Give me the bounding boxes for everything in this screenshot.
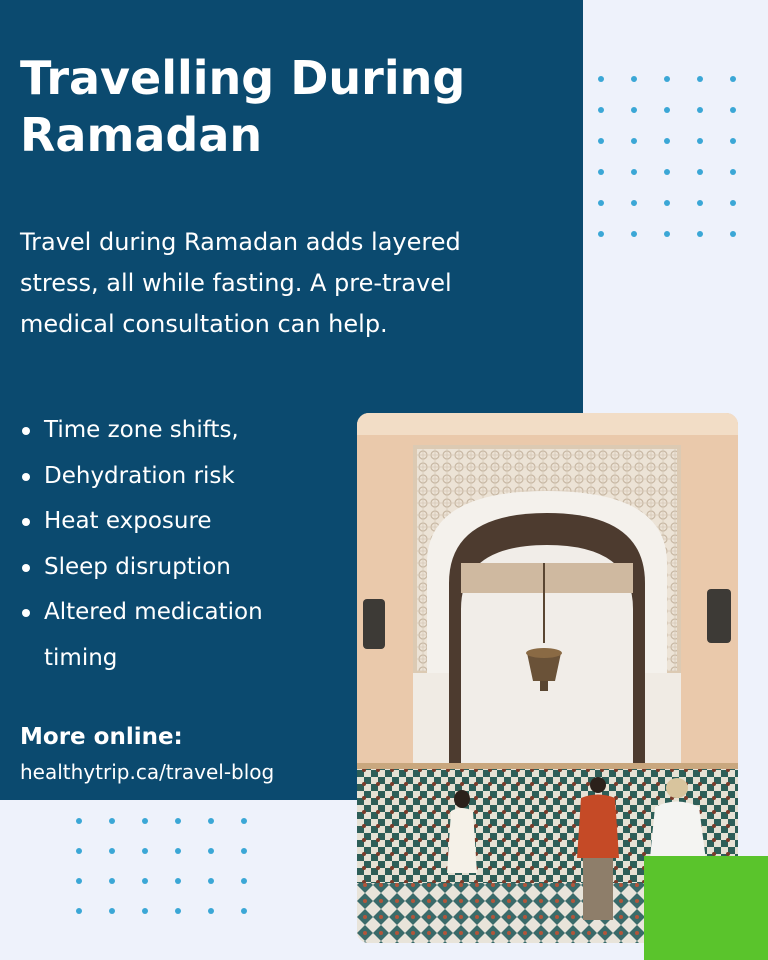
blog-link[interactable]: healthytrip.ca/travel-blog [20,760,275,784]
dot-pattern-top [598,76,738,237]
list-item: Altered medication timing [20,590,340,681]
list-item: Heat exposure [20,499,340,545]
list-item: Dehydration risk [20,454,340,500]
page-title: Travelling During Ramadan [20,51,466,162]
list-item: Time zone shifts, [20,408,340,454]
more-online-heading: More online: [20,724,183,750]
intro-text: Travel during Ramadan adds layered stress, all while fasting. A pre-travel medical consultation can help. [20,228,461,338]
accent-block [644,856,768,960]
dot-pattern-bottom [76,818,249,914]
list-item: Sleep disruption [20,545,340,591]
risk-list [20,408,340,681]
